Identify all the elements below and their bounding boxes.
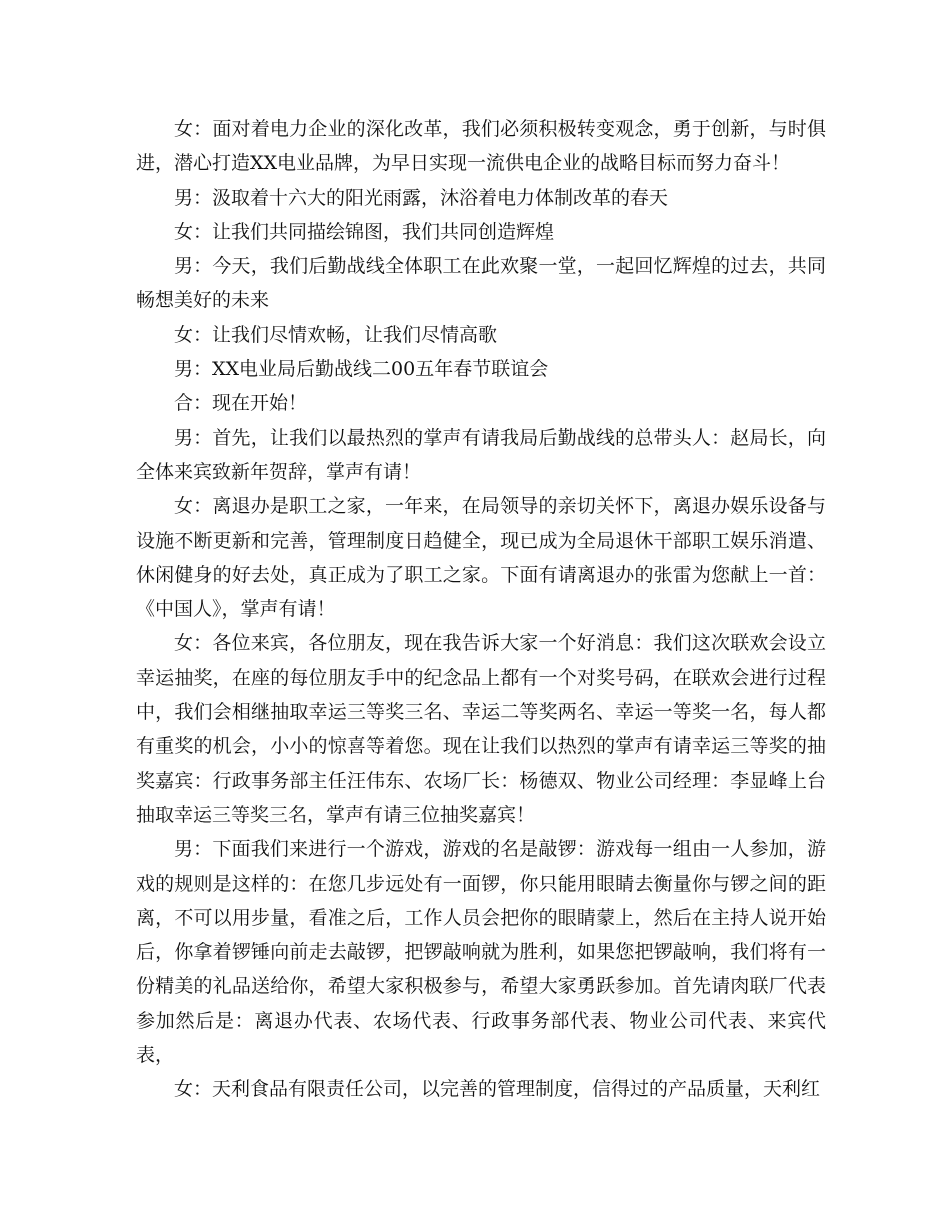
paragraph: 男：今天，我们后勤战线全体职工在此欢聚一堂，一起回忆辉煌的过去，共同畅想美好的未来 xyxy=(136,255,826,312)
paragraph: 男：首先，让我们以最热烈的掌声有请我局后勤战线的总带头人：赵局长，向全体来宾致新年贺辞，掌声有请！ xyxy=(136,426,826,483)
paragraph: 男：下面我们来进行一个游戏，游戏的名是敲锣：游戏每一组由一人参加，游戏的规则是这样的：在您几步远处有一面锣，你只能用眼睛去衡量你与锣之间的距离，不可以用步量，看准之后，工作人员会把你的眼睛蒙上，然后在主持人说开始后，你拿着锣锤向前走去敲锣，把锣敲响就为胜利，如果您把锣敲响，我们将有一份精美的礼品送给你，希望大家积极参与，希望大家勇跃参加。首先请肉联厂代表参加然后是：离退办代表、农场代表、行政事务部代表、物业公司代表、来宾代表， xyxy=(136,838,826,1067)
paragraph: 女：天利食品有限责任公司，以完善的管理制度，信得过的产品质量，天利红 xyxy=(174,1078,821,1101)
paragraph: 女：各位来宾，各位朋友，现在我告诉大家一个好消息：我们这次联欢会设立幸运抽奖，在座的每位朋友手中的纪念品上都有一个对奖号码，在联欢会进行过程中，我们会相继抽取幸运三等奖三名、幸运二等奖两名、幸运一等奖一名，每人都有重奖的机会，小小的惊喜等着您。现在让我们以热烈的掌声有请幸运三等奖的抽奖嘉宾：行政事务部主任汪伟东、农场厂长：杨德双、物业公司经理：李显峰上台抽取幸运三等奖三名，掌声有请三位抽奖嘉宾！ xyxy=(136,632,826,826)
document-body xyxy=(136,112,826,1107)
paragraph: 合：现在开始！ xyxy=(174,392,308,415)
paragraph: 男：汲取着十六大的阳光雨露，沐浴着电力体制改革的春天 xyxy=(174,186,669,209)
paragraph: 女：面对着电力企业的深化改革，我们必须积极转变观念，勇于创新，与时俱进，潜心打造XX电业品牌，为早日实现一流供电企业的战略目标而努力奋斗！ xyxy=(136,118,826,175)
paragraph: 女：离退办是职工之家，一年来，在局领导的亲切关怀下，离退办娱乐设备与设施不断更新和完善，管理制度日趋健全，现已成为全局退休干部职工娱乐消遣、休闲健身的好去处，真正成为了职工之家。下面有请离退办的张雷为您献上一首：《中国人》，掌声有请！ xyxy=(136,495,826,621)
paragraph: 女：让我们尽情欢畅，让我们尽情高歌 xyxy=(174,323,498,346)
paragraph: 女：让我们共同描绘锦图，我们共同创造辉煌 xyxy=(174,220,555,243)
paragraph: 男：XX电业局后勤战线二00五年春节联谊会 xyxy=(174,358,549,381)
